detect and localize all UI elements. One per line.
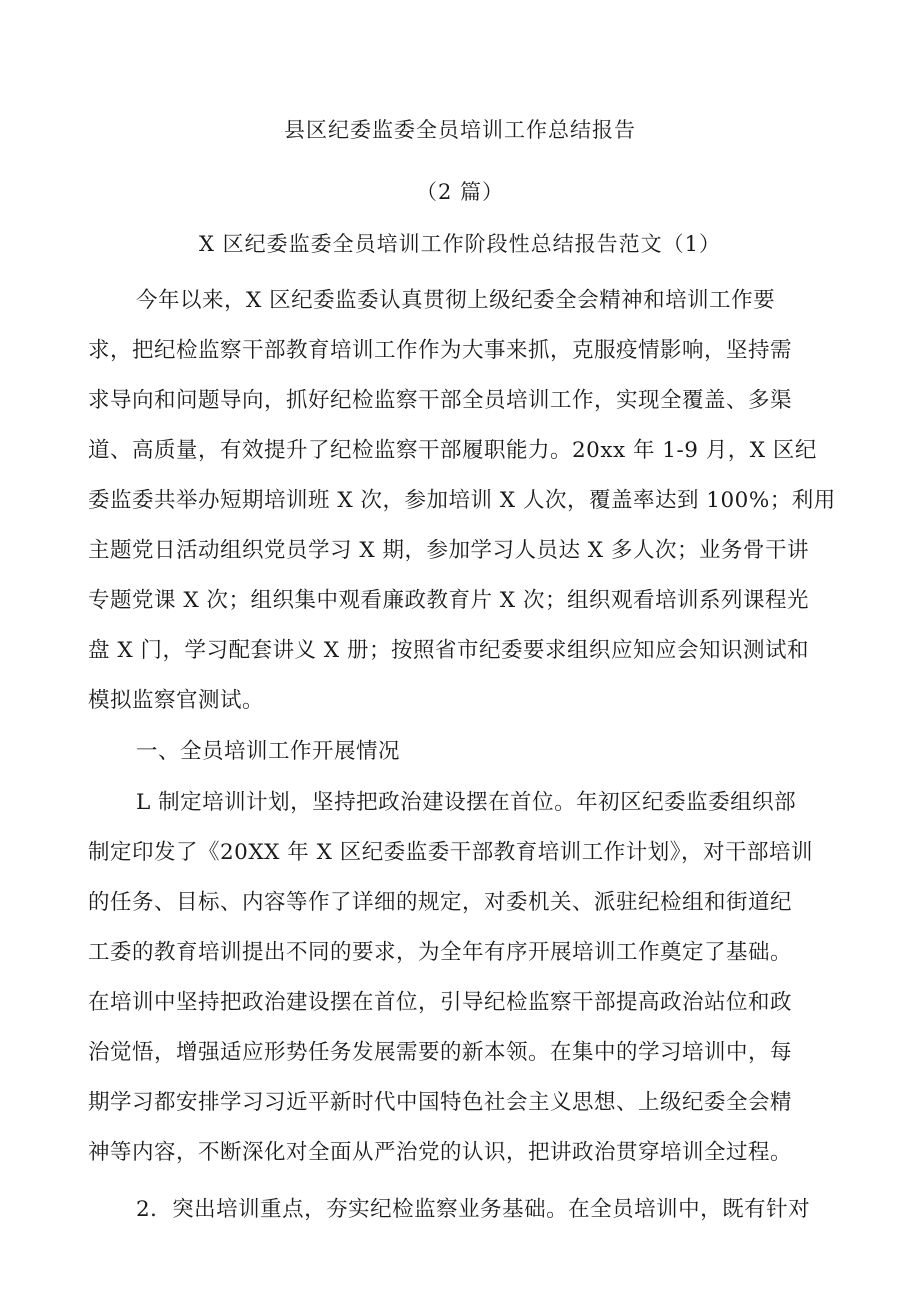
document-subtitle: （2 篇） xyxy=(415,180,505,204)
paragraph-line: 模拟监察官测试。 xyxy=(88,688,265,713)
document-title: 县区纪委监委全员培训工作总结报告 xyxy=(284,118,636,142)
paragraph-line: 盘 X 门，学习配套讲义 X 册；按照省市纪委要求组织应知应会知识测试和 xyxy=(88,638,809,663)
paragraph-line: 在培训中坚持把政治建设摆在首位，引导纪检监察干部提高政治站位和政 xyxy=(88,990,793,1015)
paragraph-line: 今年以来，X 区纪委监委认真贯彻上级纪委全会精神和培训工作要 xyxy=(136,288,776,313)
paragraph-line: 求导向和问题导向，抓好纪检监察干部全员培训工作，实现全覆盖、多渠 xyxy=(88,388,793,413)
paragraph-line: 工委的教育培训提出不同的要求，为全年有序开展培训工作奠定了基础。 xyxy=(88,940,793,965)
paragraph-line: 的任务、目标、内容等作了详细的规定，对委机关、派驻纪检组和街道纪 xyxy=(88,890,793,915)
paragraph-line: 委监委共举办短期培训班 X 次，参加培训 X 人次，覆盖率达到 100%；利用 xyxy=(88,488,836,513)
paragraph-line: 2．突出培训重点，夯实纪检监察业务基础。在全员培训中，既有针对 xyxy=(136,1197,811,1222)
paragraph-line: 神等内容，不断深化对全面从严治党的认识，把讲政治贯穿培训全过程。 xyxy=(88,1140,793,1165)
paragraph-line: 求，把纪检监察干部教育培训工作作为大事来抓，克服疫情影响，坚持需 xyxy=(88,338,793,363)
paragraph-line: 道、高质量，有效提升了纪检监察干部履职能力。20xx 年 1-9 月，X 区纪 xyxy=(88,438,817,463)
section-heading: 一、全员培训工作开展情况 xyxy=(136,739,401,764)
paragraph-line: 制定印发了《20XX 年 X 区纪委监委干部教育培训工作计划》，对干部培训 xyxy=(88,840,814,865)
paragraph-line: 专题党课 X 次；组织集中观看廉政教育片 X 次；组织观看培训系列课程光 xyxy=(88,588,809,613)
article-title: X 区纪委监委全员培训工作阶段性总结报告范文（1） xyxy=(199,232,721,256)
paragraph-line: 治觉悟，增强适应形势任务发展需要的新本领。在集中的学习培训中，每 xyxy=(88,1040,793,1065)
paragraph-line: 期学习都安排学习习近平新时代中国特色社会主义思想、上级纪委全会精 xyxy=(88,1090,793,1115)
paragraph-line: 主题党日活动组织党员学习 X 期，参加学习人员达 X 多人次；业务骨干讲 xyxy=(88,538,809,563)
paragraph-line: L 制定培训计划，坚持把政治建设摆在首位。年初区纪委监委组织部 xyxy=(136,790,797,815)
